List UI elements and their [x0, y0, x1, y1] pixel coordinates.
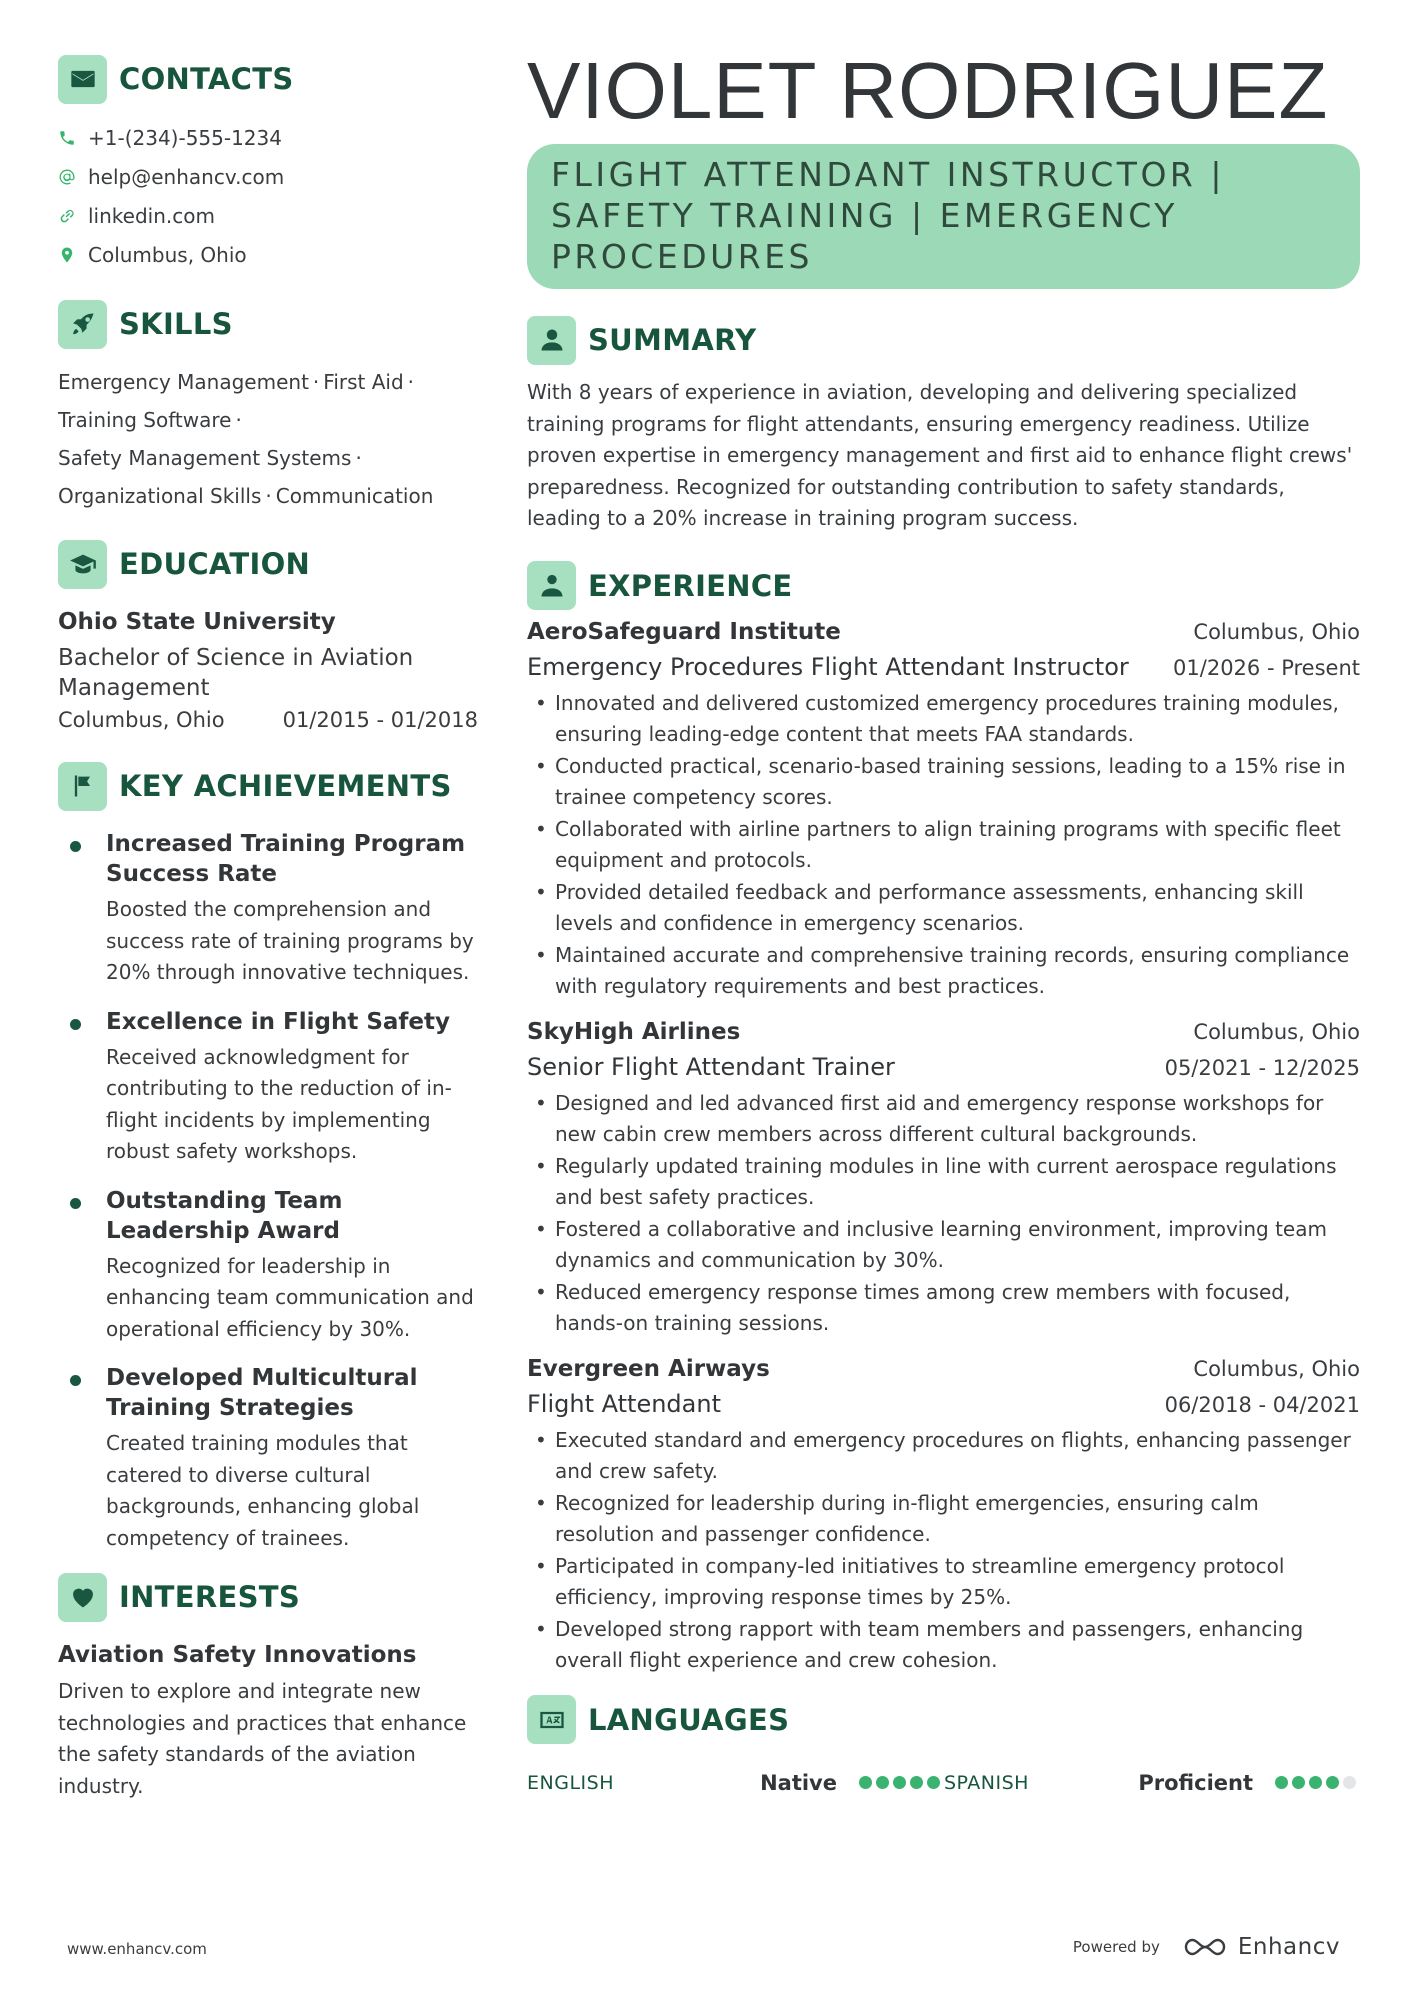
summary-title: SUMMARY [588, 323, 757, 357]
interest-desc: Driven to explore and integrate new technologies and practices that enhance the safety standards of the aviation industry. [58, 1679, 467, 1798]
email-text: help@enhancv.com [88, 164, 285, 189]
candidate-name: VIOLET RODRIGUEZ [527, 46, 1329, 135]
contacts-title: CONTACTS [119, 62, 294, 96]
experience-title: EXPERIENCE [588, 568, 793, 603]
job-bullets [527, 1088, 1360, 1340]
language-rating [1275, 1776, 1360, 1789]
skills-list [58, 363, 478, 515]
job-bullets [527, 1425, 1360, 1677]
summary-header [527, 315, 1360, 365]
education-location: Columbus, Ohio [58, 708, 225, 732]
summary-section [527, 315, 1360, 535]
job-bullet: • Executed standard and emergency procedures on flights, enhancing passenger and crew safety. [527, 1425, 1360, 1488]
achievement-desc: Recognized for leadership in enhancing team communication and operational efficiency by 30%. [106, 1253, 474, 1341]
job-company: Evergreen Airways [527, 1355, 770, 1382]
achievement-title: Excellence in Flight Safety [106, 1008, 451, 1035]
skills-line-2: Training Software · [58, 408, 242, 432]
experience-section [527, 561, 1360, 1677]
footer-website[interactable]: www.enhancv.com [67, 1940, 207, 1958]
job-entry [527, 615, 1360, 1003]
skill-item: Safety Management Systems [58, 446, 352, 470]
languages-section [527, 1695, 1360, 1803]
achievement-desc: Created training modules that catered to diverse cultural backgrounds, enhancing global competency of trainees. [106, 1431, 420, 1550]
contact-location [58, 235, 478, 274]
achievement-item [58, 829, 478, 989]
contacts-header [58, 54, 478, 104]
skills-header [58, 299, 478, 349]
right-column [527, 48, 1360, 1803]
job-location: Columbus, Ohio [1193, 1356, 1360, 1381]
skills-section [58, 299, 478, 515]
interest-title: Aviation Safety Innovations [58, 1642, 417, 1668]
envelope-icon [58, 55, 107, 104]
brand-name: Enhancv [1237, 1934, 1340, 1960]
language-icon [527, 1695, 576, 1744]
job-bullet: • Developed strong rapport with team members and passengers, enhancing overall flight experience and crew cohesion. [527, 1614, 1360, 1677]
skills-line-4: Organizational Skills · Communication [58, 484, 434, 508]
languages-header [527, 1695, 1360, 1745]
graduation-cap-icon [58, 540, 107, 589]
rating-dot-filled [1292, 1776, 1305, 1789]
achievement-item [58, 1007, 478, 1168]
achievement-desc: Received acknowledgment for contributing to the reduction of in-flight incidents by implementing robust safety workshops. [106, 1044, 452, 1163]
achievements-section [58, 761, 478, 1554]
headline-banner [527, 144, 1360, 289]
rating-dot-filled [876, 1776, 889, 1789]
location-pin-icon [58, 246, 76, 264]
job-dates: 05/2021 - 12/2025 [1164, 1055, 1360, 1080]
job-title: Emergency Procedures Flight Attendant Instructor [527, 652, 1129, 681]
rating-dot-filled [1326, 1776, 1339, 1789]
skills-line-1: Emergency Management · First Aid · [58, 370, 415, 394]
job-company: AeroSafeguard Institute [527, 618, 841, 645]
job-dates: 01/2026 - Present [1173, 655, 1360, 680]
bullet-dot [70, 841, 81, 852]
language-level: Proficient [1138, 1770, 1253, 1795]
flag-icon [58, 762, 107, 811]
education-school: Ohio State University [58, 609, 336, 635]
rating-dot-filled [859, 1776, 872, 1789]
heart-icon [58, 1573, 107, 1622]
job-bullet: • Provided detailed feedback and performance assessments, enhancing skill levels and confidence in emergency scenarios. [527, 877, 1360, 940]
job-company: SkyHigh Airlines [527, 1018, 741, 1045]
skills-line-3: Safety Management Systems · [58, 446, 362, 470]
job-entry [527, 1015, 1360, 1340]
job-bullet: • Maintained accurate and comprehensive training records, ensuring compliance with regulatory requirements and best practices. [527, 940, 1360, 1003]
left-column [58, 54, 478, 1802]
achievement-title: Outstanding Team Leadership Award [106, 1187, 343, 1244]
summary-text: With 8 years of experience in aviation, developing and delivering specialized training programs for flight attendants, ensuring emergency readiness. Utilize proven expertise in emergency management and first aid to enhance flight crews' preparedness. Recognized for outstanding contribution to safety standards, leading to a 20% increase in training program success. [527, 380, 1353, 530]
achievements-title: KEY ACHIEVEMENTS [119, 769, 452, 803]
headline-text: FLIGHT ATTENDANT INSTRUCTOR | SAFETY TRAINING | EMERGENCY PROCEDURES [551, 155, 1225, 276]
job-bullets [527, 688, 1360, 1003]
skill-item: First Aid [323, 370, 404, 394]
rating-dot-filled [1309, 1776, 1322, 1789]
job-bullet: • Reduced emergency response times among crew members with focused, hands-on training sessions. [527, 1277, 1360, 1340]
phone-text: +1-(234)-555-1234 [88, 125, 282, 150]
education-degree: Bachelor of Science in Aviation Management [58, 645, 414, 701]
job-dates: 06/2018 - 04/2021 [1164, 1392, 1360, 1417]
job-title: Flight Attendant [527, 1389, 721, 1418]
achievements-header [58, 761, 478, 811]
job-bullet: • Regularly updated training modules in line with current aerospace regulations and best safety practices. [527, 1151, 1360, 1214]
language-level: Native [760, 1770, 837, 1795]
skill-item: Organizational Skills [58, 484, 262, 508]
contact-phone[interactable] [58, 118, 478, 157]
rating-dot-filled [893, 1776, 906, 1789]
interests-header [58, 1572, 478, 1622]
language-name: ENGLISH [527, 1771, 614, 1794]
rating-dot-filled [1275, 1776, 1288, 1789]
language-item [944, 1771, 1360, 1795]
user-icon [527, 316, 576, 365]
bullet-dot [70, 1019, 81, 1030]
job-location: Columbus, Ohio [1193, 619, 1360, 644]
achievement-title: Increased Training Program Success Rate [106, 831, 466, 887]
contacts-section [58, 54, 478, 274]
achievement-item [58, 1363, 478, 1554]
job-bullet: • Designed and led advanced first aid and emergency response workshops for new cabin crew members across different cultural backgrounds. [527, 1088, 1360, 1151]
bullet-dot [70, 1375, 81, 1386]
language-name: SPANISH [944, 1771, 1029, 1794]
job-bullet: • Collaborated with airline partners to align training programs with specific fleet equipment and protocols. [527, 814, 1360, 877]
link-icon [58, 207, 76, 225]
phone-icon [58, 129, 76, 147]
powered-by-label: Powered by [1072, 1938, 1160, 1956]
briefcase-user-icon [527, 561, 576, 610]
interests-title: INTERESTS [119, 1580, 301, 1614]
languages-title: LANGUAGES [588, 1702, 790, 1737]
education-meta [58, 705, 478, 735]
job-bullet: • Participated in company-led initiatives to streamline emergency protocol efficiency, improving response times by 25%. [527, 1551, 1360, 1614]
linkedin-text: linkedin.com [88, 203, 215, 228]
achievement-desc: Boosted the comprehension and success rate of training programs by 20% through innovative techniques. [106, 897, 474, 984]
language-rating [859, 1776, 944, 1789]
skill-item: Communication [275, 484, 434, 508]
education-title: EDUCATION [119, 547, 311, 581]
interests-section [58, 1572, 478, 1802]
footer-branding [1073, 1934, 1340, 1960]
job-bullet: • Fostered a collaborative and inclusive learning environment, improving team dynamics and communication by 30%. [527, 1214, 1360, 1277]
enhancv-logo-icon [1182, 1936, 1228, 1958]
bullet-dot [70, 1198, 81, 1209]
languages-list [527, 1763, 1360, 1803]
job-location: Columbus, Ohio [1193, 1019, 1360, 1044]
job-title: Senior Flight Attendant Trainer [527, 1052, 895, 1081]
job-entry [527, 1352, 1360, 1677]
at-icon [58, 168, 76, 186]
skills-title: SKILLS [119, 307, 233, 341]
achievement-title: Developed Multicultural Training Strategies [106, 1365, 418, 1421]
achievement-item [58, 1186, 478, 1346]
education-section [58, 539, 478, 735]
job-bullet: • Conducted practical, scenario-based training sessions, leading to a 15% rise in trainee competency scores. [527, 751, 1360, 814]
enhancv-logo[interactable] [1182, 1934, 1340, 1960]
education-dates: 01/2015 - 01/2018 [282, 708, 478, 732]
skill-item: Training Software [58, 408, 232, 432]
education-header [58, 539, 478, 589]
rating-dot-filled [910, 1776, 923, 1789]
contact-list [58, 118, 478, 274]
rating-dot-empty [1343, 1776, 1356, 1789]
job-bullet: • Innovated and delivered customized emergency procedures training modules, ensuring leading-edge content that meets FAA standards. [527, 688, 1360, 751]
contact-email[interactable] [58, 157, 478, 196]
rating-dot-filled [927, 1776, 940, 1789]
location-text: Columbus, Ohio [88, 242, 247, 267]
rocket-icon [58, 300, 107, 349]
language-item [527, 1771, 944, 1795]
job-bullet: • Recognized for leadership during in-flight emergencies, ensuring calm resolution and passenger confidence. [527, 1488, 1360, 1551]
skill-item: Emergency Management [58, 370, 309, 394]
experience-header [527, 561, 1360, 611]
contact-linkedin[interactable] [58, 196, 478, 235]
